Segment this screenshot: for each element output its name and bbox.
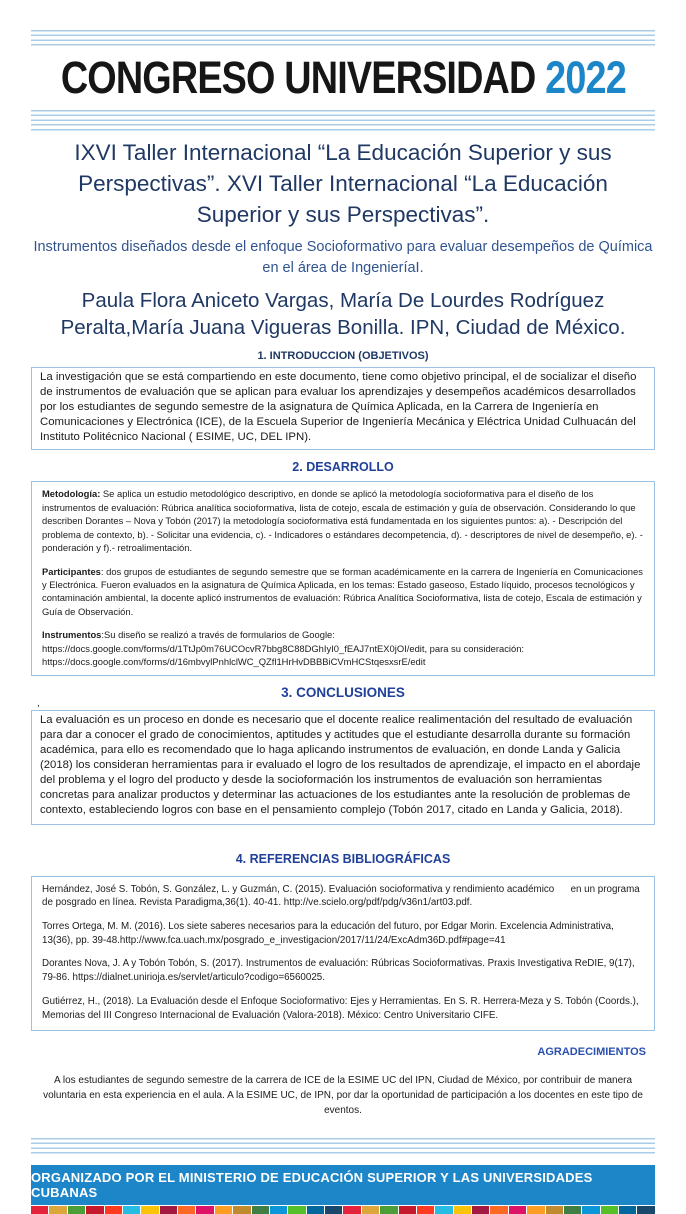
- reference-item: Dorantes Nova, J. A y Tobón Tobón, S. (2017). Instrumentos de evaluación: Rúbricas Socioformativas. Praxis Investigativa ReDIE, 9(17), 79-86. https://dialnet.unirioja.es/servlet/articulo?codigo=6560025.: [42, 958, 635, 984]
- sdg-square: [307, 1206, 324, 1214]
- participantes-text: : dos grupos de estudiantes de segundo semestre que se forman académicamente en la carrera de Ingeniería en Comunicaciones y Electrónica. Fueron evaluados en la asignatura de Química Aplicada, en los temas: Estado gaseoso, Estado líquido, procesos tecnológicos y contaminación ambiental, la docente aplicó instrumentos de evaluación: Rúbrica Analítica Socioformativa, lista de cotejo, Escala de estimación y Guía de Observación.: [42, 565, 643, 617]
- sdg-square: [527, 1206, 544, 1214]
- metodologia-paragraph: [42, 487, 644, 554]
- event-title: IXVI Taller Internacional “La Educación Superior y sus Perspectivas”. XVI Taller Internacional “La Educación Superior y sus Perspectivas”.: [74, 140, 612, 228]
- authors-line: Paula Flora Aniceto Vargas, María De Lourdes Rodríguez Peralta,María Juana Vigueras Bonilla. IPN, Ciudad de México.: [60, 288, 626, 340]
- sdg-square: [564, 1206, 581, 1214]
- sdg-square: [435, 1206, 452, 1214]
- section-heading-agradecimientos: AGRADECIMIENTOS: [537, 1046, 646, 1059]
- sdg-square: [454, 1206, 471, 1214]
- reference-item: Hernández, José S. Tobón, S. González, L. y Guzmán, C. (2015). Evaluación socioformativa y rendimiento académico en un programa de posgrado en línea. Revista Paradigma,36(1). 40-41. http://ve.scielo.org/pdf/pdg/v36n1/art03.pdf.: [42, 883, 640, 909]
- sdg-square: [472, 1206, 489, 1214]
- sdg-square: [637, 1206, 654, 1214]
- referencias-box: [31, 876, 655, 1032]
- sdg-square: [49, 1206, 66, 1214]
- decor-pinstripes-top: [31, 30, 655, 47]
- instrumentos-paragraph: [42, 628, 644, 668]
- sdg-square: [68, 1206, 85, 1214]
- sdg-square: [362, 1206, 379, 1214]
- sdg-square: [141, 1206, 158, 1214]
- reference-item: Torres Ortega, M. M. (2016). Los siete saberes necesarios para la educación del futuro, por Edgar Morin. Excelencia Administrativa, 13(36), pp. 39-48.http://www.fca.uach.mx/posgrado_e_investigacion/2017/11/24/ExcAdm36D.pdf#page=41: [42, 921, 614, 946]
- poster-subtitle: Instrumentos diseñados desde el enfoque Socioformativo para evaluar desempeños de Química en el área de IngenieríaI.: [33, 239, 653, 276]
- sdg-square: [619, 1206, 636, 1214]
- sdg-square: [196, 1206, 213, 1214]
- sdg-square: [215, 1206, 232, 1214]
- desarrollo-box: [31, 481, 655, 675]
- sdg-square: [86, 1206, 103, 1214]
- sdg-color-strip: [31, 1206, 655, 1214]
- decor-pinstripes-under-masthead: [31, 110, 655, 131]
- sdg-square: [417, 1206, 434, 1214]
- sdg-square: [233, 1206, 250, 1214]
- conclusiones-text: La evaluación es un proceso en donde es necesario que el docente realice realimentación del resultado de evaluación para dar a conocer el grado de conocimientos, aptitudes y actitudes que el estudiante desarrolla durante su formación académica, para ello es recomendado que lo haga aplicando instrumentos de evaluación, en donde Landa y Galicia (2018) los consideran herramientas para ir evaluado el logro de los resultados de aprendizaje, el impacto en el abordaje del problema y el logro del producto y desde la socioformación los instrumentos de evaluación son herramientas concretas para analizar productos y determinar las actuaciones de los estudiantes ante la resolución de problemas de contexto, estableciendo logros con base en el pensamiento complejo (Tobón 2017, citado en Landa y Galicia, 2018).: [40, 713, 641, 816]
- sdg-square: [270, 1206, 287, 1214]
- congress-title: [60, 54, 625, 101]
- introduccion-text: La investigación que se está compartiendo en este documento, tiene como objetivo principal, el de socializar el diseño de instrumentos de evaluación que se aplican para evaluar los aprendizajes y desempeños académicos desarrollados por los estudiantes de segundo semestre de la asignatura de Química Aplicada, en la Carrera de Ingeniería en Comunicaciones y Electrónica (ICE), de la Escuela Superior de Ingeniería Mecánica y Eléctrica Unidad Culhuacán del Instituto Politécnico Nacional ( ESIME, UC, DEL IPN).: [40, 371, 637, 444]
- sdg-square: [252, 1206, 269, 1214]
- instrumentos-text: :Su diseño se realizó a través de formularios de Google:: [101, 629, 335, 641]
- participantes-paragraph: [42, 565, 644, 619]
- metodologia-label: Metodología:: [42, 488, 101, 500]
- sdg-square: [582, 1206, 599, 1214]
- google-form-link-2[interactable]: https://docs.google.com/forms/d/16mbvylPnhlclWC_QZfl1HrHvDBBBiCVmHCStqesxsrE/edit: [42, 656, 426, 668]
- sdg-square: [509, 1206, 526, 1214]
- reference-item: Gutiérrez, H., (2018). La Evaluación desde el Enfoque Socioformativo: Ejes y Herramientas. En S. R. Herrera-Meza y S. Tobón (Coords.), Memorias del III Congreso Internacional de Evaluación (Valora-2018). México: Centro Universitario CIFE.: [42, 995, 639, 1021]
- sdg-square: [399, 1206, 416, 1214]
- organizer-banner-text: ORGANIZADO POR EL MINISTERIO DE EDUCACIÓN SUPERIOR Y LAS UNIVERSIDADES CUBANAS: [31, 1170, 593, 1201]
- section-heading-conclusiones: 3. CONCLUSIONES: [281, 684, 405, 700]
- organizer-banner: [31, 1165, 655, 1205]
- section-heading-desarrollo: 2. DESARROLLO: [292, 460, 394, 475]
- instrumentos-label: Instrumentos: [42, 629, 102, 641]
- sdg-square: [31, 1206, 48, 1214]
- section-heading-referencias: 4. REFERENCIAS BIBLIOGRÁFICAS: [235, 851, 451, 866]
- conclusiones-box: [31, 710, 655, 825]
- sdg-square: [343, 1206, 360, 1214]
- poster-page: [0, 30, 686, 1201]
- introduccion-box: [31, 367, 655, 450]
- sdg-square: [160, 1206, 177, 1214]
- sdg-square: [325, 1206, 342, 1214]
- sdg-square: [178, 1206, 195, 1214]
- sdg-square: [288, 1206, 305, 1214]
- google-form-link-1[interactable]: https://docs.google.com/forms/d/1TtJp0m76UCOcvR7bbg8C88DGhIyI0_fEAJ7ntEX0jOI/edit, para su consideración:: [42, 642, 525, 654]
- sdg-square: [601, 1206, 618, 1214]
- congress-masthead: [0, 54, 686, 101]
- congress-year: 2022: [544, 52, 626, 103]
- congress-title-text: CONGRESO UNIVERSIDAD: [60, 52, 536, 103]
- agradecimientos-text: A los estudiantes de segundo semestre de la carrera de ICE de la ESIME UC del IPN, Ciudad de México, por contribuir de manera voluntaria en esta experiencia en el aula. A la ESIME UC, de IPN, por dar la oportunidad de participación a los docentes en este tipo de eventos.: [43, 1075, 643, 1117]
- sdg-square: [123, 1206, 140, 1214]
- section-heading-introduccion: 1. INTRODUCCION (OBJETIVOS): [257, 350, 429, 363]
- sdg-square: [380, 1206, 397, 1214]
- participantes-label: Participantes: [42, 565, 101, 577]
- sdg-square: [546, 1206, 563, 1214]
- sdg-square: [490, 1206, 507, 1214]
- stray-comma: ,: [37, 697, 40, 709]
- metodologia-text: Se aplica un estudio metodológico descriptivo, en donde se aplicó la metodología socioformativa para el diseño de los instrumentos de evaluación: Rúbrica analítica socioformativa, lista de cotejo, escala de estimación y guía de observación. Considerando lo que describen Dorantes – Nova y Tobón (2017) la metodología socioformativa está fundamentada en los siguientes puntos: a). - Descripción del problema de contexto, b). - Solicitar una evidencia, c). - Indicadores o estándares decompetencia, d). - descriptores de nivel de desempeño, e). -ponderación y f).- retroalimentación.: [42, 488, 643, 554]
- decor-pinstripes-bottom: [31, 1138, 655, 1155]
- sdg-square: [105, 1206, 122, 1214]
